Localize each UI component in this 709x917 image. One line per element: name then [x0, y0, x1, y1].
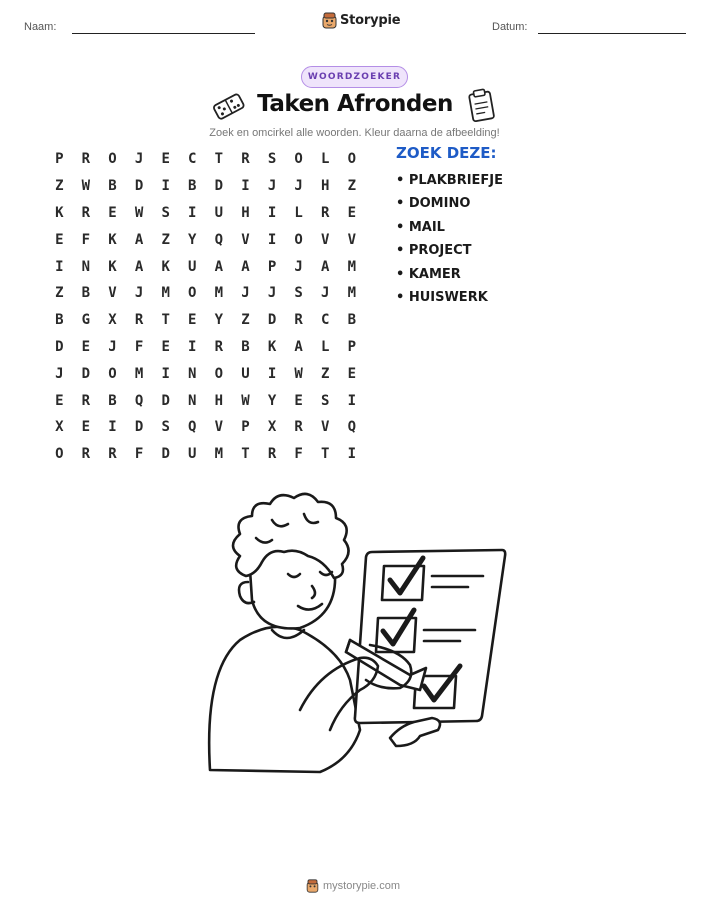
grid-cell[interactable]: J — [267, 178, 277, 195]
grid-cell[interactable]: P — [55, 151, 64, 168]
grid-cell[interactable]: L — [294, 204, 303, 221]
grid-cell[interactable]: C — [321, 312, 330, 329]
grid-cell[interactable]: S — [321, 392, 330, 409]
person-checklist-illustration — [200, 490, 510, 780]
grid-cell[interactable]: R — [81, 151, 91, 168]
grid-cell[interactable]: R — [134, 312, 144, 329]
grid-cell[interactable]: R — [321, 204, 330, 221]
word-list-item: • MAIL — [396, 219, 445, 235]
storypie-mascot-icon — [306, 879, 319, 893]
grid-cell[interactable]: B — [347, 312, 357, 329]
grid-cell[interactable]: S — [161, 204, 170, 221]
grid-cell[interactable]: N — [188, 392, 197, 409]
grid-cell[interactable]: I — [188, 204, 197, 221]
grid-cell[interactable]: P — [347, 338, 357, 355]
grid-cell[interactable]: O — [55, 446, 64, 463]
grid-cell[interactable]: V — [321, 419, 330, 436]
grid-cell[interactable]: Y — [267, 392, 277, 409]
grid-cell[interactable]: I — [241, 178, 250, 195]
grid-cell[interactable]: E — [347, 365, 357, 382]
grid-cell[interactable]: V — [108, 285, 117, 302]
date-label: Datum: — [492, 21, 528, 33]
grid-cell[interactable]: D — [267, 312, 277, 329]
grid-cell[interactable]: U — [188, 446, 197, 463]
grid-cell[interactable]: R — [294, 419, 303, 436]
grid-cell[interactable]: K — [108, 231, 117, 248]
grid-cell[interactable]: Z — [55, 178, 64, 195]
grid-cell[interactable]: A — [134, 231, 144, 248]
grid-cell[interactable]: T — [214, 151, 224, 168]
grid-cell[interactable]: W — [134, 204, 144, 221]
grid-cell[interactable]: Q — [134, 392, 144, 409]
grid-cell[interactable]: J — [294, 178, 303, 195]
grid-cell[interactable]: E — [347, 204, 357, 221]
grid-cell[interactable]: R — [81, 392, 91, 409]
instructions: Zoek en omcirkel alle woorden. Kleur daarna de afbeelding! — [209, 127, 500, 139]
grid-cell[interactable]: F — [134, 446, 144, 463]
grid-cell[interactable]: R — [267, 446, 277, 463]
grid-cell[interactable]: Z — [321, 365, 330, 382]
grid-cell[interactable]: Y — [214, 312, 224, 329]
grid-cell[interactable]: V — [347, 231, 357, 248]
grid-cell[interactable]: I — [347, 446, 357, 463]
grid-cell[interactable]: Z — [55, 285, 64, 302]
grid-cell[interactable]: M — [347, 258, 357, 275]
grid-cell[interactable]: D — [161, 392, 170, 409]
grid-cell[interactable]: S — [161, 419, 170, 436]
grid-cell[interactable]: P — [267, 258, 277, 275]
grid-cell[interactable]: K — [55, 204, 64, 221]
grid-cell[interactable]: A — [321, 258, 330, 275]
grid-cell[interactable]: E — [161, 151, 170, 168]
grid-cell[interactable]: E — [55, 231, 64, 248]
grid-cell[interactable]: I — [108, 419, 117, 436]
grid-cell[interactable]: B — [108, 392, 117, 409]
grid-cell[interactable]: J — [241, 285, 250, 302]
grid-cell[interactable]: E — [188, 312, 197, 329]
grid-cell[interactable]: X — [267, 419, 277, 436]
grid-cell[interactable]: R — [294, 312, 303, 329]
grid-cell[interactable]: N — [81, 258, 91, 275]
grid-cell[interactable]: M — [161, 285, 170, 302]
word-list-item: • KAMER — [396, 266, 461, 282]
grid-cell[interactable]: B — [55, 312, 64, 329]
category-badge: WOORDZOEKER — [301, 66, 408, 88]
grid-cell[interactable]: O — [108, 151, 117, 168]
grid-cell[interactable]: B — [108, 178, 117, 195]
grid-cell[interactable]: A — [214, 258, 224, 275]
grid-cell[interactable]: B — [81, 285, 91, 302]
grid-cell[interactable]: O — [294, 151, 303, 168]
grid-cell[interactable]: R — [81, 204, 91, 221]
grid-cell[interactable]: N — [188, 365, 197, 382]
grid-cell[interactable]: H — [214, 392, 224, 409]
grid-cell[interactable]: U — [214, 204, 224, 221]
grid-cell[interactable]: S — [267, 151, 277, 168]
grid-cell[interactable]: U — [188, 258, 197, 275]
grid-cell[interactable]: Q — [214, 231, 224, 248]
grid-cell[interactable]: I — [55, 258, 64, 275]
grid-cell[interactable]: Q — [347, 419, 357, 436]
grid-cell[interactable]: U — [241, 365, 250, 382]
grid-cell[interactable]: A — [134, 258, 144, 275]
grid-cell[interactable]: T — [161, 312, 170, 329]
grid-cell[interactable]: O — [294, 231, 303, 248]
word-list-title: ZOEK DEZE: — [396, 144, 497, 162]
grid-cell[interactable]: V — [321, 231, 330, 248]
word-search-grid — [46, 146, 373, 468]
grid-cell[interactable]: D — [81, 365, 91, 382]
footer-site: mystorypie.com — [323, 880, 401, 892]
domino-icon — [212, 92, 246, 122]
grid-cell[interactable]: I — [267, 231, 277, 248]
grid-cell[interactable]: J — [108, 338, 117, 355]
word-list — [396, 170, 503, 310]
grid-cell[interactable]: J — [134, 151, 144, 168]
grid-cell[interactable]: S — [294, 285, 303, 302]
date-input-line[interactable] — [538, 33, 686, 34]
grid-cell[interactable]: J — [321, 285, 330, 302]
grid-cell[interactable]: R — [241, 151, 250, 168]
grid-cell[interactable]: V — [214, 419, 224, 436]
grid-cell[interactable]: W — [81, 178, 91, 195]
grid-cell[interactable]: J — [267, 285, 277, 302]
grid-cell[interactable]: W — [241, 392, 250, 409]
grid-cell[interactable]: I — [161, 365, 170, 382]
grid-cell[interactable]: Y — [188, 231, 197, 248]
grid-cell[interactable]: K — [267, 338, 277, 355]
grid-cell[interactable]: B — [188, 178, 197, 195]
grid-cell[interactable]: Q — [188, 419, 197, 436]
grid-cell[interactable]: O — [347, 151, 357, 168]
grid-cell[interactable]: E — [294, 392, 303, 409]
grid-cell[interactable]: H — [241, 204, 250, 221]
grid-cell[interactable]: E — [108, 204, 117, 221]
grid-cell[interactable]: I — [161, 178, 170, 195]
grid-cell[interactable]: P — [241, 419, 250, 436]
grid-cell[interactable]: D — [134, 419, 144, 436]
grid-cell[interactable]: F — [134, 338, 144, 355]
clipboard-icon — [465, 88, 497, 124]
grid-cell[interactable]: D — [214, 178, 224, 195]
grid-cell[interactable]: L — [321, 151, 330, 168]
grid-cell[interactable]: A — [241, 258, 250, 275]
grid-cell[interactable]: R — [214, 338, 224, 355]
grid-cell[interactable]: E — [81, 419, 91, 436]
grid-cell[interactable]: R — [108, 446, 117, 463]
name-label: Naam: — [24, 21, 57, 33]
grid-cell[interactable]: I — [267, 365, 277, 382]
grid-cell[interactable]: O — [214, 365, 224, 382]
word-list-item: • DOMINO — [396, 196, 471, 212]
grid-cell[interactable]: J — [55, 365, 64, 382]
grid-cell[interactable]: Z — [347, 178, 357, 195]
grid-cell[interactable]: K — [108, 258, 117, 275]
grid-cell[interactable]: C — [188, 151, 197, 168]
grid-cell[interactable]: M — [214, 446, 224, 463]
grid-cell[interactable]: D — [161, 446, 170, 463]
brand-name: Storypie — [340, 13, 401, 28]
grid-cell[interactable]: H — [321, 178, 330, 195]
grid-cell[interactable]: O — [108, 365, 117, 382]
grid-cell[interactable]: B — [241, 338, 250, 355]
grid-cell[interactable]: O — [188, 285, 197, 302]
grid-cell[interactable]: Z — [241, 312, 250, 329]
grid-cell[interactable]: E — [81, 338, 91, 355]
grid-cell[interactable]: M — [214, 285, 224, 302]
grid-cell[interactable]: D — [134, 178, 144, 195]
grid-cell[interactable]: E — [161, 338, 170, 355]
grid-cell[interactable]: T — [321, 446, 330, 463]
grid-cell[interactable]: J — [134, 285, 144, 302]
grid-cell[interactable]: E — [55, 392, 64, 409]
grid-cell[interactable]: M — [347, 285, 357, 302]
footer — [306, 879, 400, 893]
word-list-item: • PLAKBRIEFJE — [396, 173, 504, 188]
storypie-mascot-icon — [322, 12, 337, 29]
grid-cell[interactable]: I — [347, 392, 357, 409]
word-list-item: • HUISWERK — [396, 289, 488, 305]
grid-cell[interactable]: A — [294, 338, 303, 355]
name-input-line[interactable] — [72, 33, 255, 34]
grid-cell[interactable]: F — [81, 231, 91, 248]
grid-cell[interactable]: I — [188, 338, 197, 355]
grid-cell[interactable]: L — [321, 338, 330, 355]
word-list-item: • PROJECT — [396, 243, 472, 259]
grid-cell[interactable]: X — [108, 312, 117, 329]
grid-cell[interactable]: X — [55, 419, 64, 436]
grid-cell[interactable]: D — [55, 338, 64, 355]
grid-cell[interactable]: W — [294, 365, 303, 382]
brand-logo — [322, 12, 400, 29]
grid-cell[interactable]: M — [134, 365, 144, 382]
grid-cell[interactable]: R — [81, 446, 91, 463]
grid-cell[interactable]: K — [161, 258, 170, 275]
grid-cell[interactable]: G — [81, 312, 91, 329]
grid-cell[interactable]: J — [294, 258, 303, 275]
grid-cell[interactable]: F — [294, 446, 303, 463]
grid-cell[interactable]: I — [267, 204, 277, 221]
grid-cell[interactable]: T — [241, 446, 250, 463]
page-title: Taken Afronden — [257, 91, 453, 117]
grid-cell[interactable]: V — [241, 231, 250, 248]
grid-cell[interactable]: Z — [161, 231, 170, 248]
